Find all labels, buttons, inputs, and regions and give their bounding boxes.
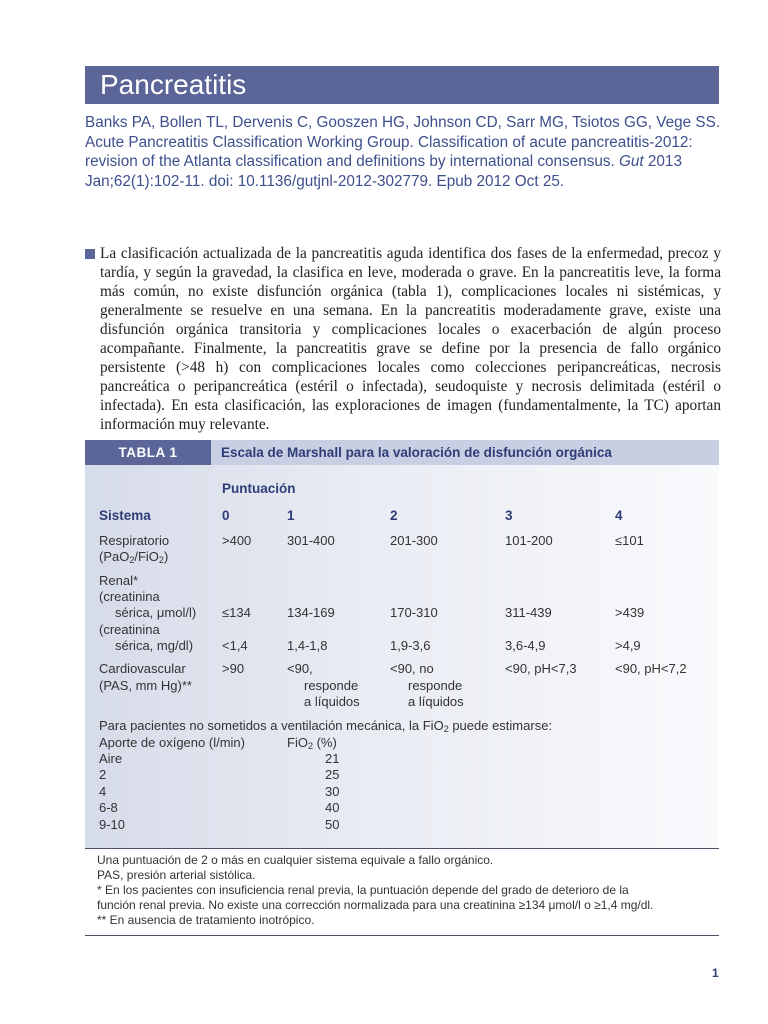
row-resp-sublabel: (PaO$_2$/FiO$_2$)	[99, 549, 169, 565]
fio2-value-4: 50	[325, 817, 340, 832]
score-col-4: 4	[615, 508, 623, 523]
score-col-1: 1	[287, 508, 295, 523]
table-footnotes	[85, 848, 719, 936]
resp-score-1: 301-400	[287, 533, 335, 548]
cardio-score-3: <90, pH<7,3	[505, 661, 577, 676]
fio2-value-0: 21	[325, 751, 340, 766]
renal-mgdl-score-1: 1,4-1,8	[287, 638, 328, 653]
renal-umol-score-4: >439	[615, 605, 645, 620]
table-title: Escala de Marshall para la valoración de disfunción orgánica	[211, 440, 719, 465]
renal-umol-score-0: ≤134	[222, 605, 251, 620]
renal-mgdl-score-2: 1,9-3,6	[390, 638, 431, 653]
fio2-value-2: 30	[325, 784, 340, 799]
square-bullet-icon	[85, 249, 95, 259]
reference-authors: Banks PA, Bollen TL, Dervenis C, Gooszen HG, Johnson CD, Sarr MG, Tsiotos GG, Vege SS. Acute Pancreatitis Classification Working Group. Classification of acute pancreatitis-2012: revision of the Atlanta classification and definitions by international consensus.	[85, 114, 721, 170]
score-col-2: 2	[390, 508, 398, 523]
cardio-score-1-line2: responde	[304, 678, 359, 693]
fio2-supply-0: Aire	[99, 751, 123, 766]
renal-umol-score-2: 170-310	[390, 605, 438, 620]
resp-score-4: ≤101	[615, 533, 644, 548]
page-number: 1	[712, 966, 719, 980]
table-label: TABLA 1	[85, 440, 211, 465]
cardio-score-0: >90	[222, 661, 245, 676]
cardio-score-2-line3: a líquidos	[408, 694, 464, 709]
renal-mgdl-score-0: <1,4	[222, 638, 248, 653]
row-cardio-label: Cardiovascular	[99, 661, 186, 676]
fio2-supply-1: 2	[99, 767, 107, 782]
footnote-line: PAS, presión arterial sistólica.	[97, 868, 256, 882]
fio2-note: Para pacientes no sometidos a ventilación mecánica, la FiO$_2$ puede estimarse:	[99, 718, 553, 734]
cardio-score-4: <90, pH<7,2	[615, 661, 687, 676]
fio2-supply-2: 4	[99, 784, 107, 799]
fio2-value-3: 40	[325, 800, 340, 815]
row-resp-label: Respiratorio	[99, 533, 170, 548]
row-cardio-label-2: (PAS, mm Hg)**	[99, 678, 192, 693]
row-renal-label-2: (creatinina	[99, 589, 160, 604]
row-renal-label-5: sérica, mg/dl)	[115, 638, 194, 653]
row-renal-label-3: sérica, μmol/l)	[115, 605, 197, 620]
body-paragraph	[85, 244, 721, 434]
resp-score-0: >400	[222, 533, 252, 548]
row-renal-label-4: (creatinina	[99, 622, 160, 637]
footnote-line: ** En ausencia de tratamiento inotrópico.	[97, 913, 315, 927]
renal-mgdl-score-4: >4,9	[615, 638, 641, 653]
resp-score-3: 101-200	[505, 533, 553, 548]
footnote-line: * En los pacientes con insuficiencia renal previa, la puntuación depende del grado de deterioro de la	[97, 883, 629, 897]
score-col-0: 0	[222, 508, 230, 523]
footnote-line: Una puntuación de 2 o más en cualquier sistema equivale a fallo orgánico.	[97, 853, 494, 867]
resp-score-2: 201-300	[390, 533, 438, 548]
fio2-col-percent: FiO$_2$ (%)	[287, 735, 337, 751]
page-title: Pancreatitis	[85, 66, 719, 104]
reference-citation	[85, 113, 725, 191]
row-renal-label: Renal*	[99, 573, 139, 588]
fio2-value-1: 25	[325, 767, 340, 782]
fio2-supply-4: 9-10	[99, 817, 126, 832]
score-header: Puntuación	[222, 481, 296, 496]
body-text: La clasificación actualizada de la pancreatitis aguda identifica dos fases de la enfermedad, precoz y tardía, y según la gravedad, la clasifica en leve, moderada o grave. En la pancreatitis leve, la forma más común, no existe disfunción orgánica (tabla 1), complicaciones locales ni sistémicas, y generalmente se resuelve en una semana. En la pancreatitis moderadamente grave, existe una disfunción orgánica transitoria y complicaciones locales o exacerbación de algún proceso acompañante. Finalmente, la pancreatitis grave se define por la presencia de fallo orgánico persistente (>48 h) con complicaciones locales como colecciones peripancreáticas, necrosis pancreática o peripancreática (estéril o infectada), seudoquiste y necrosis delimitada (estéril o infectada). En esta clasificación, las exploraciones de imagen (fundamentalmente, la TC) aportan información muy relevante.	[100, 245, 721, 433]
renal-umol-score-3: 311-439	[505, 605, 552, 620]
renal-mgdl-score-3: 3,6-4,9	[505, 638, 546, 653]
cardio-score-2-line2: responde	[408, 678, 463, 693]
fio2-supply-3: 6-8	[99, 800, 118, 815]
renal-umol-score-1: 134-169	[287, 605, 335, 620]
system-header: Sistema	[99, 508, 151, 523]
fio2-col-supply: Aporte de oxígeno (l/min)	[99, 735, 245, 750]
footnote-line: función renal previa. No existe una corrección normalizada para una creatinina ≥134 μmol/l o ≥1,4 mg/dl.	[97, 898, 654, 912]
reference-journal: Gut	[619, 153, 644, 170]
score-col-3: 3	[505, 508, 513, 523]
cardio-score-2: <90, no	[390, 661, 434, 676]
cardio-score-1: <90,	[287, 661, 313, 676]
cardio-score-1-line3: a líquidos	[304, 694, 360, 709]
reference-details: 2013 Jan;62(1):102-11. doi: 10.1136/gutjnl-2012-302779. Epub 2012 Oct 25.	[85, 153, 682, 190]
